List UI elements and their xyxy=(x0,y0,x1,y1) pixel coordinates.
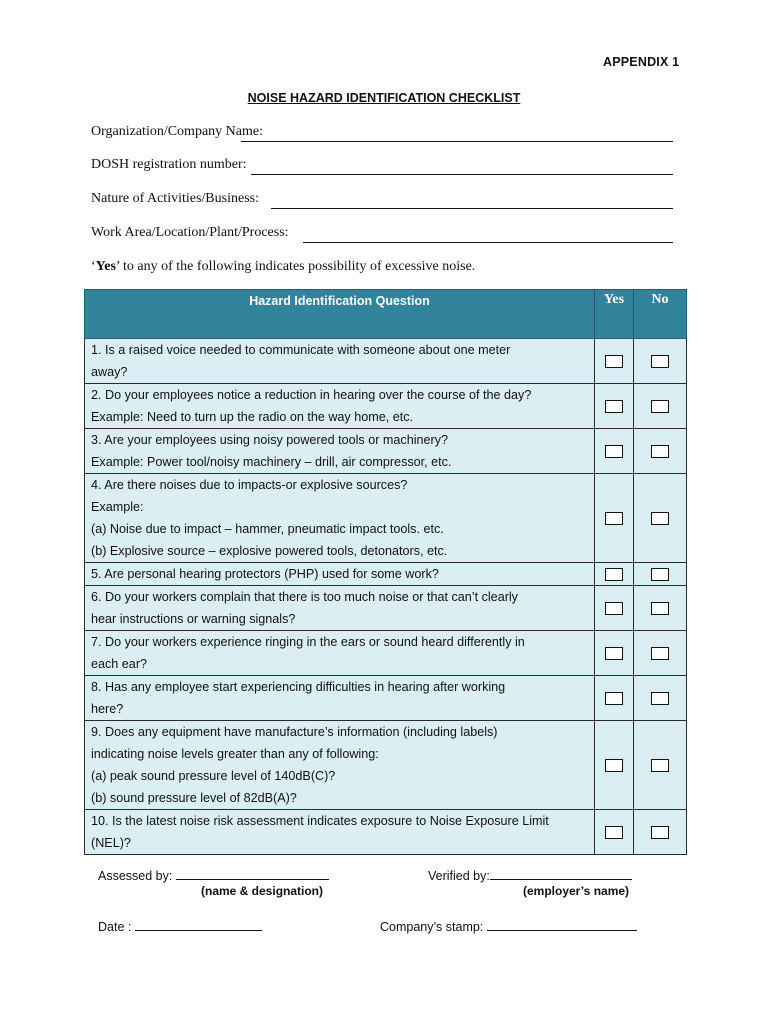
answer-no-cell xyxy=(634,563,687,586)
table-row xyxy=(85,586,687,631)
organization-label: Organization/Company Name: xyxy=(91,124,263,139)
verified-by-line[interactable] xyxy=(490,866,632,880)
table-row xyxy=(85,563,687,586)
question-cell xyxy=(85,586,595,631)
answer-yes-cell xyxy=(595,474,634,563)
question-line: 9. Does any equipment have manufacture’s information (including labels) xyxy=(91,725,498,739)
header-no: No xyxy=(634,290,687,339)
assessed-by xyxy=(98,866,329,883)
answer-yes-cell xyxy=(595,676,634,721)
checkbox-yes[interactable] xyxy=(605,647,623,660)
question-line: each ear? xyxy=(91,657,148,671)
answer-no-cell xyxy=(634,429,687,474)
note-text: to any of the following indicates possibility of excessive noise. xyxy=(119,259,476,274)
answer-no-cell xyxy=(634,810,687,855)
answer-no-cell xyxy=(634,586,687,631)
checklist-table xyxy=(84,289,687,855)
checkbox-no[interactable] xyxy=(651,826,669,839)
question-line: here? xyxy=(91,702,124,716)
question-line: Example: xyxy=(91,500,144,514)
answer-no-cell xyxy=(634,474,687,563)
work-area-label: Work Area/Location/Plant/Process: xyxy=(91,225,289,240)
date xyxy=(98,917,262,934)
verified-by-label: Verified by: xyxy=(428,869,490,883)
table-row xyxy=(85,631,687,676)
header-yes: Yes xyxy=(595,290,634,339)
organization-field[interactable] xyxy=(91,124,673,142)
question-cell xyxy=(85,384,595,429)
verified-sub: (employer’s name) xyxy=(523,884,630,898)
question-line: 7. Do your workers experience ringing in the ears or sound heard differently in xyxy=(91,635,525,649)
answer-yes-cell xyxy=(595,586,634,631)
table-row xyxy=(85,384,687,429)
dosh-field[interactable] xyxy=(91,157,673,175)
checkbox-no[interactable] xyxy=(651,759,669,772)
question-line: 2. Do your employees notice a reduction in hearing over the course of the day? xyxy=(91,388,532,402)
question-line: 3. Are your employees using noisy powered tools or machinery? xyxy=(91,433,449,447)
question-cell xyxy=(85,721,595,810)
page-title: NOISE HAZARD IDENTIFICATION CHECKLIST xyxy=(247,91,521,105)
question-line: 4. Are there noises due to impacts-or explosive sources? xyxy=(91,478,408,492)
question-line: 8. Has any employee start experiencing difficulties in hearing after working xyxy=(91,680,506,694)
nature-field[interactable] xyxy=(91,191,673,209)
question-line: 10. Is the latest noise risk assessment indicates exposure to Noise Exposure Limit xyxy=(91,814,549,828)
checkbox-no[interactable] xyxy=(651,355,669,368)
checkbox-no[interactable] xyxy=(651,568,669,581)
dosh-label: DOSH registration number: xyxy=(91,157,247,172)
checkbox-no[interactable] xyxy=(651,445,669,458)
company-stamp-line[interactable] xyxy=(487,917,637,931)
answer-yes-cell xyxy=(595,810,634,855)
question-line: 1. Is a raised voice needed to communicate with someone about one meter xyxy=(91,343,511,357)
checkbox-yes[interactable] xyxy=(605,692,623,705)
answer-no-cell xyxy=(634,384,687,429)
table-row xyxy=(85,339,687,384)
assessed-sub: (name & designation) xyxy=(201,884,324,898)
company-stamp xyxy=(380,917,637,934)
table-row xyxy=(85,474,687,563)
verified-by xyxy=(428,866,632,883)
question-line: (a) Noise due to impact – hammer, pneumatic impact tools. etc. xyxy=(91,522,444,536)
organization-line[interactable] xyxy=(241,141,673,142)
answer-no-cell xyxy=(634,339,687,384)
table-header-row xyxy=(85,290,687,339)
question-line: Example: Power tool/noisy machinery – drill, air compressor, etc. xyxy=(91,455,452,469)
question-line: indicating noise levels greater than any of following: xyxy=(91,747,379,761)
question-line: (b) sound pressure level of 82dB(A)? xyxy=(91,791,297,805)
nature-label: Nature of Activities/Business: xyxy=(91,191,259,206)
company-stamp-label: Company’s stamp: xyxy=(380,920,484,934)
checkbox-yes[interactable] xyxy=(605,568,623,581)
date-line[interactable] xyxy=(135,917,262,931)
table-row xyxy=(85,676,687,721)
assessed-by-line[interactable] xyxy=(176,866,329,880)
question-cell xyxy=(85,429,595,474)
question-cell xyxy=(85,810,595,855)
work-area-line[interactable] xyxy=(303,242,673,243)
checkbox-yes[interactable] xyxy=(605,759,623,772)
nature-line[interactable] xyxy=(271,208,673,209)
answer-yes-cell xyxy=(595,384,634,429)
checkbox-yes[interactable] xyxy=(605,512,623,525)
checkbox-no[interactable] xyxy=(651,647,669,660)
checkbox-no[interactable] xyxy=(651,602,669,615)
table-row xyxy=(85,810,687,855)
question-cell xyxy=(85,563,595,586)
answer-yes-cell xyxy=(595,721,634,810)
answer-yes-cell xyxy=(595,631,634,676)
question-line: away? xyxy=(91,365,128,379)
answer-yes-cell xyxy=(595,429,634,474)
answer-no-cell xyxy=(634,676,687,721)
question-line: 5. Are personal hearing protectors (PHP) used for some work? xyxy=(91,567,439,581)
answer-yes-cell xyxy=(595,563,634,586)
checkbox-no[interactable] xyxy=(651,692,669,705)
appendix-label: APPENDIX 1 xyxy=(603,55,680,69)
checkbox-no[interactable] xyxy=(651,512,669,525)
checkbox-yes[interactable] xyxy=(605,445,623,458)
answer-no-cell xyxy=(634,631,687,676)
question-line: Example: Need to turn up the radio on the way home, etc. xyxy=(91,410,414,424)
question-cell xyxy=(85,474,595,563)
dosh-line[interactable] xyxy=(251,174,673,175)
question-cell xyxy=(85,676,595,721)
checkbox-yes[interactable] xyxy=(605,826,623,839)
header-question: Hazard Identification Question xyxy=(85,290,595,339)
yes-note: ‘Yes’ to any of the following indicates possibility of excessive noise. xyxy=(91,259,476,274)
question-line: (NEL)? xyxy=(91,836,131,850)
checkbox-no[interactable] xyxy=(651,400,669,413)
question-line: (a) peak sound pressure level of 140dB(C)? xyxy=(91,769,336,783)
question-cell xyxy=(85,339,595,384)
answer-no-cell xyxy=(634,721,687,810)
yes-word: Yes xyxy=(95,259,116,274)
table-row xyxy=(85,721,687,810)
question-line: (b) Explosive source – explosive powered tools, detonators, etc. xyxy=(91,544,448,558)
question-cell xyxy=(85,631,595,676)
date-label: Date : xyxy=(98,920,132,934)
question-line: 6. Do your workers complain that there is too much noise or that can’t clearly xyxy=(91,590,518,604)
checkbox-yes[interactable] xyxy=(605,602,623,615)
assessed-by-label: Assessed by: xyxy=(98,869,173,883)
checkbox-yes[interactable] xyxy=(605,400,623,413)
checkbox-yes[interactable] xyxy=(605,355,623,368)
answer-yes-cell xyxy=(595,339,634,384)
work-area-field[interactable] xyxy=(91,225,673,243)
table-row xyxy=(85,429,687,474)
question-line: hear instructions or warning signals? xyxy=(91,612,296,626)
